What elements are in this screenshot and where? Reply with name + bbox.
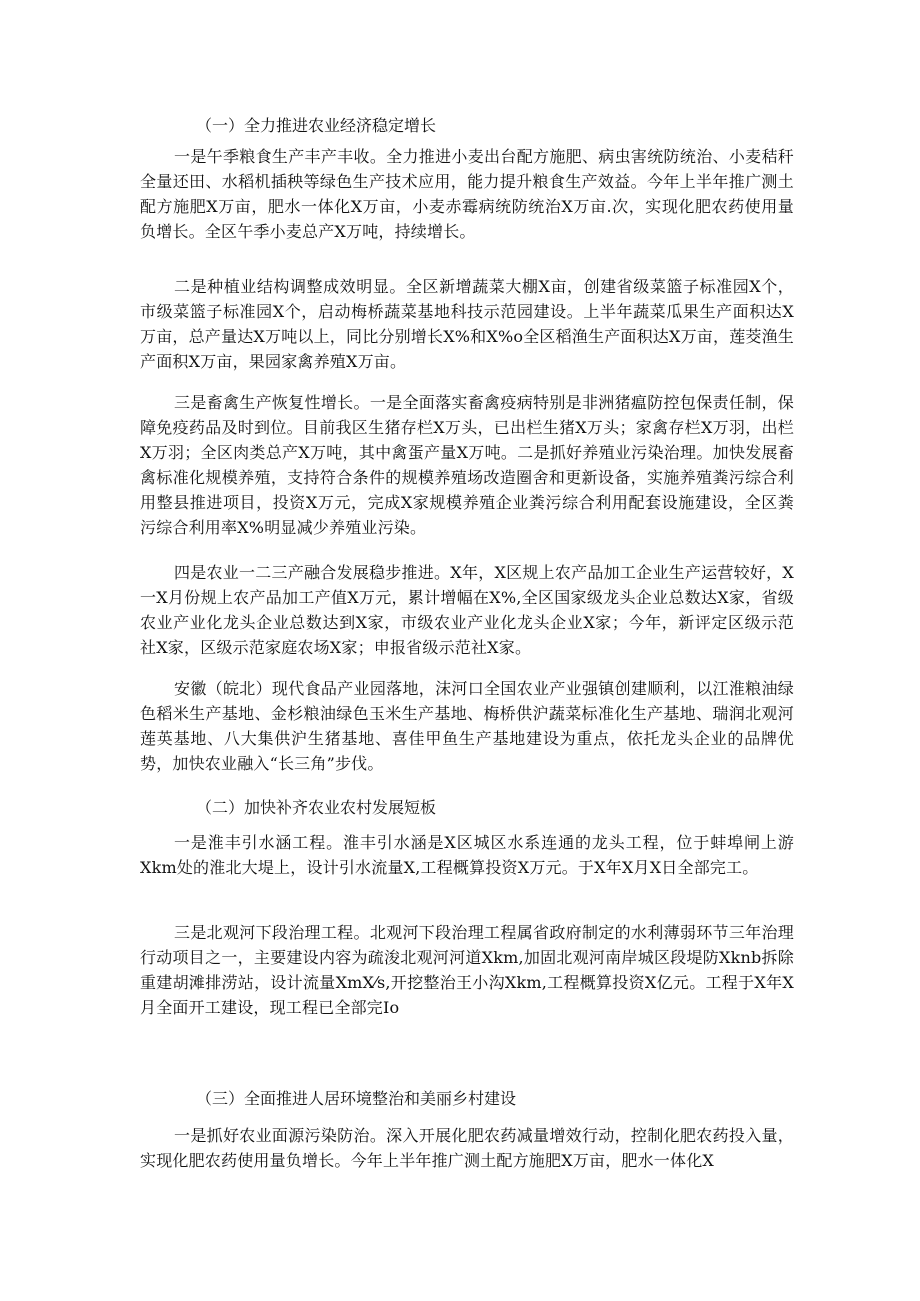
section-1-heading: （一）全力推进农业经济稳定增长 xyxy=(196,116,437,135)
paragraph: 四是农业一二三产融合发展稳步推进。X年，X区规上农产品加工企业生产运营较好，X一X月份规上农产品加工产值X万元，累计增幅在X%,全区国家级龙头企业总数达X家，省级农业产业化龙头企业总数达到X家，市级农业产业化龙头企业X家；今年，新评定区级示范社X家，区级示范家庭农场X家；申报省级示范社X家。 xyxy=(140,563,794,657)
paragraph: 三是畜禽生产恢复性增长。一是全面落实畜禽疫病特别是非洲猪瘟防控包保责任制，保障免疫药品及时到位。目前我区生猪存栏X万头，已出栏生猪X万头；家禽存栏X万羽，出栏X万羽；全区肉类总产X万吨，其中禽蛋产量X万吨。二是抓好养殖业污染治理。加快发展畜禽标准化规模养殖，支持符合条件的规模养殖场改造圈舍和更新设备，实施养殖粪污综合利用整县推进项目，投资X万元，完成X家规模养殖企业粪污综合利用配套设施建设，全区粪污综合利用率X%明显减少养殖业污染。 xyxy=(140,393,794,537)
section-3-heading: （三）全面推进人居环境整治和美丽乡村建设 xyxy=(196,1089,517,1108)
paragraph: 安徽（皖北）现代食品产业园落地，沫河口全国农业产业强镇创建顺利，以江淮粮油绿色稻米生产基地、金杉粮油绿色玉米生产基地、梅桥供沪蔬菜标准化生产基地、瑞润北观河莲英基地、八大集供沪生猪基地、喜佳甲鱼生产基地建设为重点，依托龙头企业的品牌优势，加快农业融入“长三角”步伐。 xyxy=(140,679,794,773)
paragraph: 一是午季粮食生产丰产丰收。全力推进小麦出台配方施肥、病虫害统防统治、小麦秸秆全量还田、水稻机插秧等绿色生产技术应用，能力提升粮食生产效益。今年上半年推广测土配方施肥X万亩，肥水一体化X万亩，小麦赤霉病统防统治X万亩.次，实现化肥农药使用量负增长。全区午季小麦总产X万吨，持续增长。 xyxy=(140,147,794,241)
paragraph: 二是种植业结构调整成效明显。全区新增蔬菜大棚X亩，创建省级菜篮子标准园X个，市级菜篮子标准园X个，启动梅桥蔬菜基地科技示范园建设。上半年蔬菜瓜果生产面积达X万亩，总产量达X万吨以上，同比分别增长X%和X%o全区稻渔生产面积达X万亩，莲茭渔生产面积X万亩，果园家禽养殖X万亩。 xyxy=(140,277,795,371)
paragraph: 三是北观河下段治理工程。北观河下段治理工程属省政府制定的水利薄弱环节三年治理行动项目之一，主要建设内容为疏浚北观河河道Xkm,加固北观河南岸城区段堤防Xknb拆除重建胡滩排涝站，设计流量XmX⁄s,开挖整治王小沟Xkm,工程概算投资X亿元。工程于X年X月全面开工建设，现工程已全部完Io xyxy=(140,923,794,1017)
paragraph: 一是淮丰引水涵工程。淮丰引水涵是X区城区水系连通的龙头工程，位于蚌埠闸上游Xkm处的淮北大堤上，设计引水流量X,工程概算投资X万元。于X年X月X日全部完工。 xyxy=(140,833,794,877)
section-2-heading: （二）加快补齐农业农村发展短板 xyxy=(196,798,437,817)
paragraph: 一是抓好农业面源污染防治。深入开展化肥农药减量增效行动，控制化肥农药投入量，实现化肥农药使用量负增长。今年上半年推广测土配方施肥X万亩，肥水一体化X xyxy=(140,1126,794,1170)
